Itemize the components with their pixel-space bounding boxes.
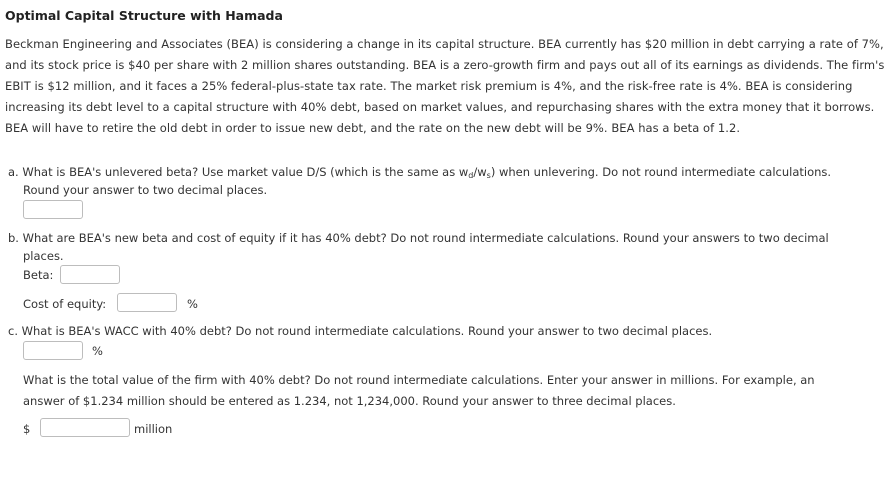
firm-value-input[interactable]	[40, 418, 130, 437]
unlevered-beta-input[interactable]	[23, 200, 83, 219]
problem-statement: Beckman Engineering and Associates (BEA) is considering a change in its capital structure. BEA currently has $20 million in debt carrying a rate of 7%, and its stock price is $40 per share with 2 million shares outstanding. BEA is a zero-growth firm and pays out all of its earnings as dividends. The firm's EBIT is $12 million, and it faces a 25% federal-plus-state tax rate. The market risk premium is 4%, and the risk-free rate is 4%. BEA is considering increasing its debt level to a capital structure with 40% debt, based on market values, and repurchasing shares with the extra money that it borrows. BEA will have to retire the old debt in order to issue new debt, and the rate on the new debt will be 9%. BEA has a beta of 1.2.	[5, 37, 885, 135]
page-title: Optimal Capital Structure with Hamada	[5, 8, 283, 23]
question-a-text: a. What is BEA's unlevered beta? Use market value D/S (which is the same as w	[8, 165, 469, 179]
firm-value-unit: million	[134, 422, 173, 436]
wacc-unit: %	[92, 344, 103, 358]
question-a-slash: /w	[473, 165, 487, 179]
firm-value-instructions: answer of $1.234 million should be entered as 1.234, not 1,234,000. Round your answer to three decimal places.	[23, 394, 676, 408]
wacc-input[interactable]	[23, 341, 83, 360]
subscript-d: d	[468, 171, 474, 180]
dollar-sign: $	[23, 422, 31, 436]
question-c-text: c. What is BEA's WACC with 40% debt? Do not round intermediate calculations. Round your answer to two decimal places.	[8, 324, 713, 338]
cost-of-equity-unit: %	[187, 297, 198, 311]
question-b-text: b. What are BEA's new beta and cost of equity if it has 40% debt? Do not round intermediate calculations. Round your answers to two decimal	[8, 231, 829, 245]
cost-of-equity-label: Cost of equity:	[23, 297, 107, 311]
beta-label: Beta:	[23, 268, 54, 282]
firm-value-question: What is the total value of the firm with 40% debt? Do not round intermediate calculations. Enter your answer in millions. For example, an	[23, 373, 815, 387]
cost-of-equity-input[interactable]	[117, 293, 177, 312]
question-a-rounding: Round your answer to two decimal places.	[23, 183, 268, 197]
subscript-s: s	[486, 171, 491, 180]
question-a-text-end: ) when unlevering. Do not round intermediate calculations.	[490, 165, 832, 179]
new-beta-input[interactable]	[60, 265, 120, 284]
question-b-rounding: places.	[23, 249, 64, 263]
